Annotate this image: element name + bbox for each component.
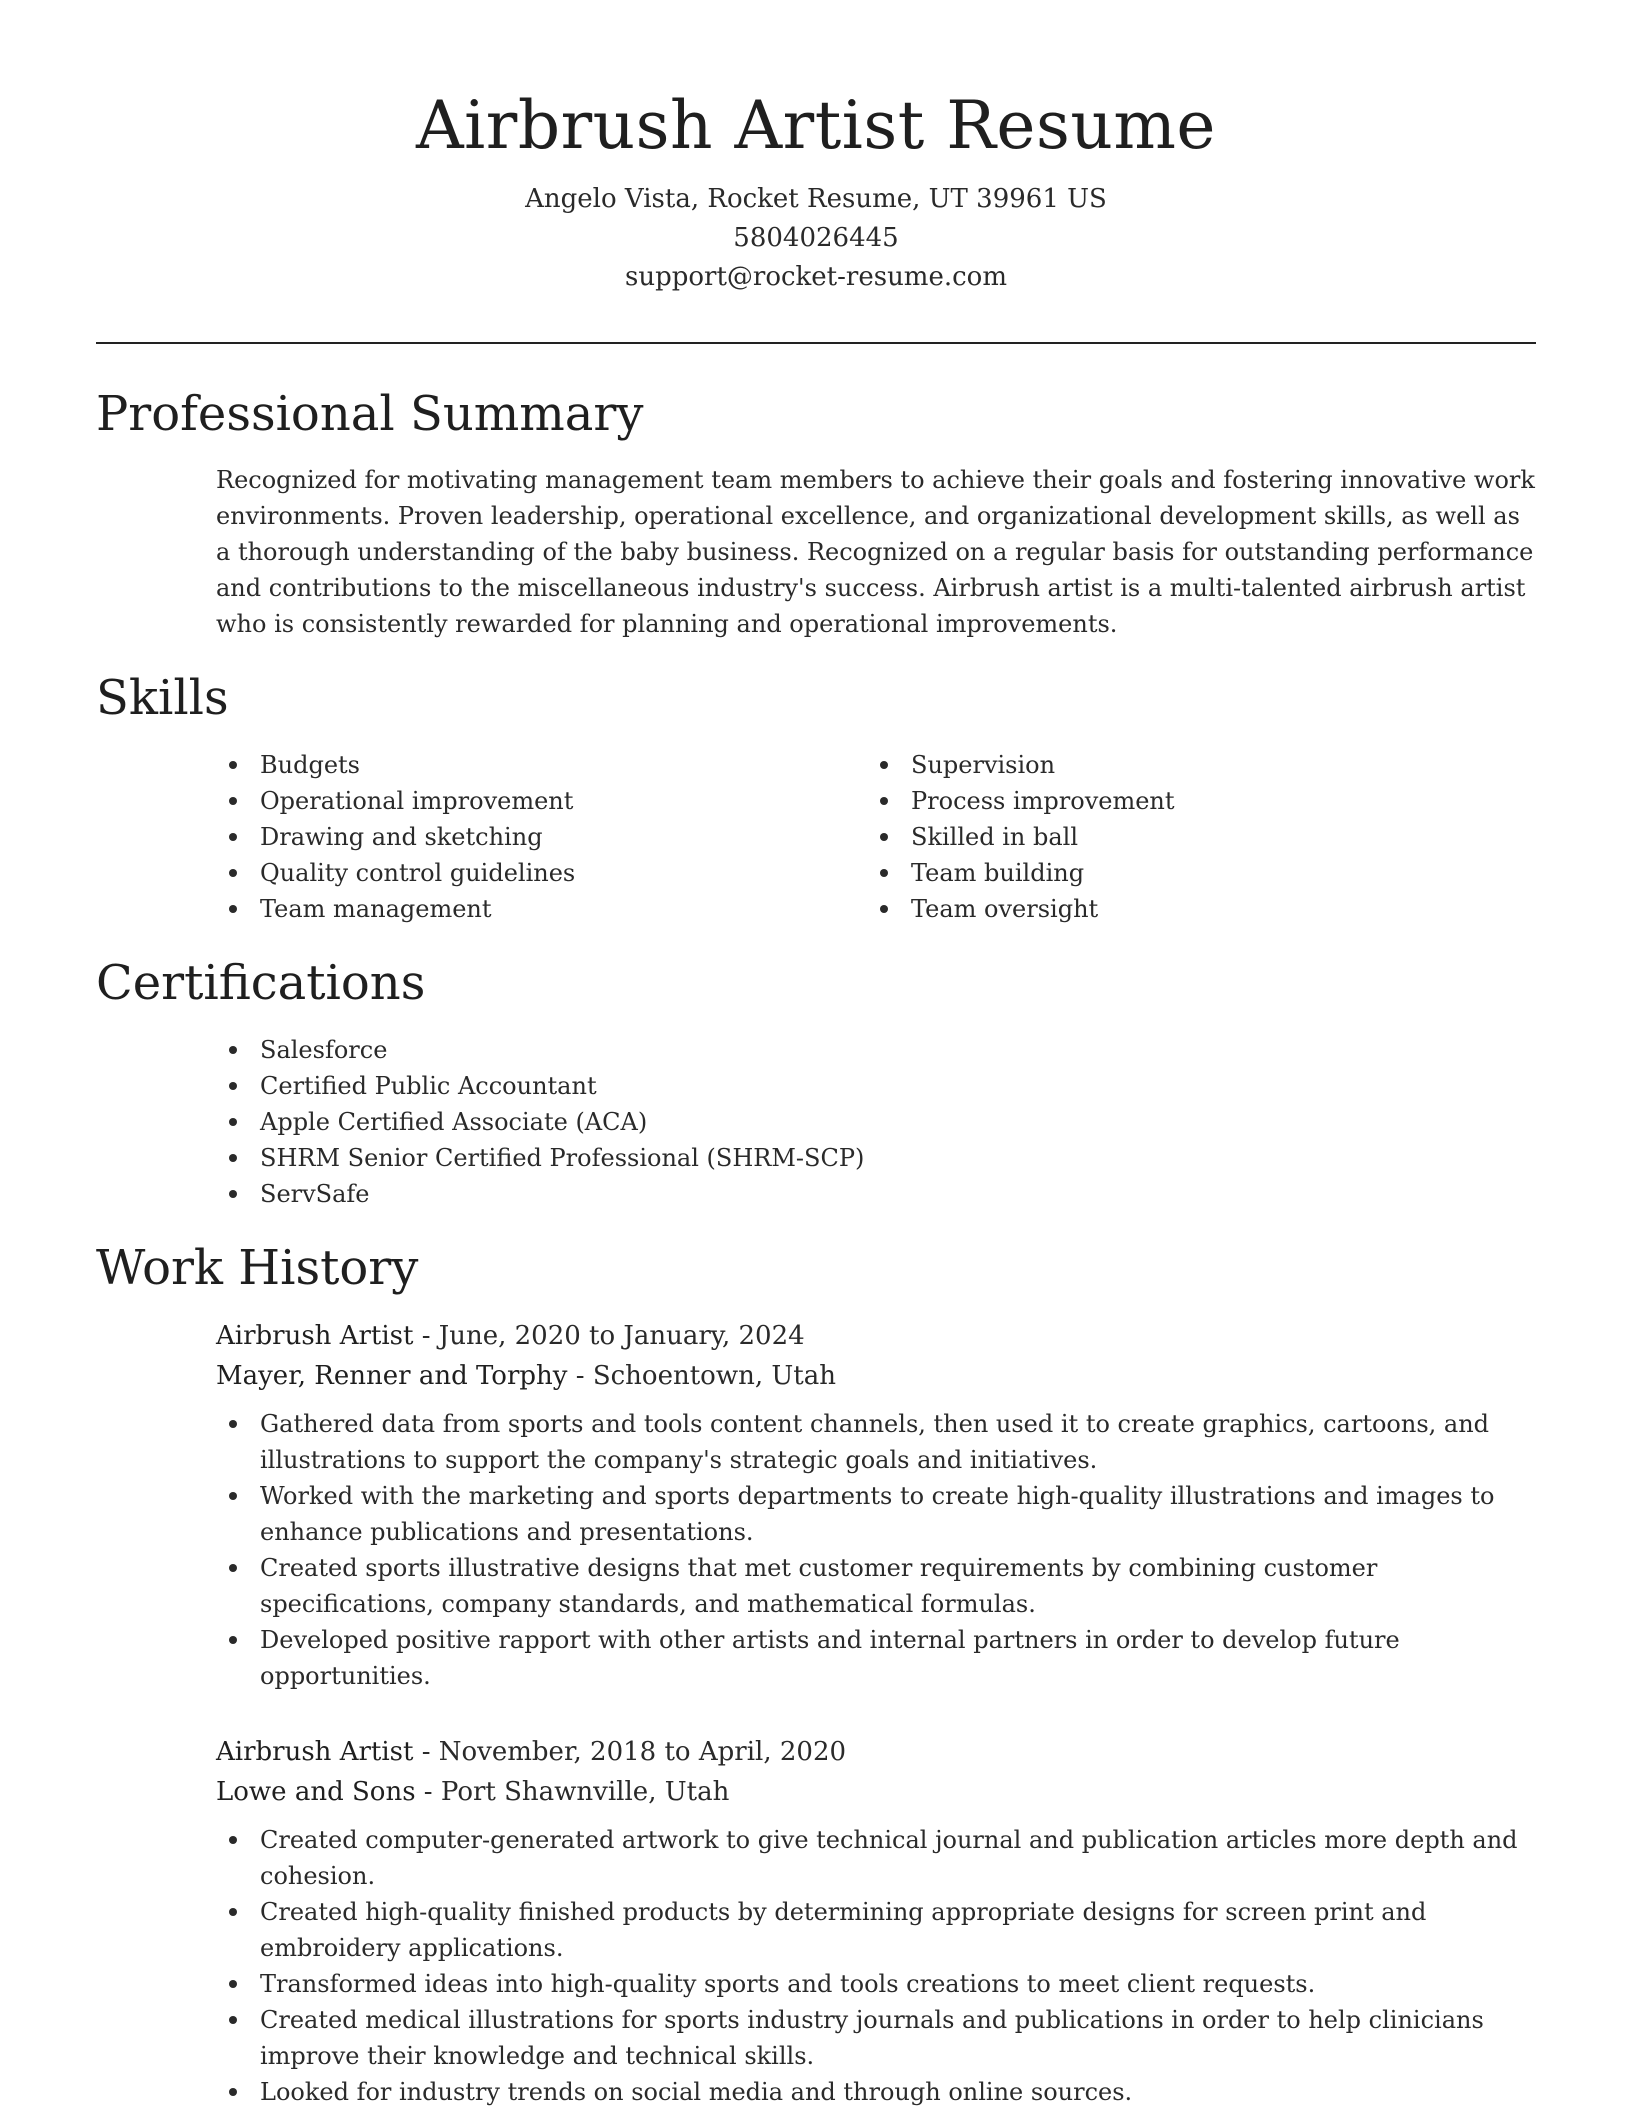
job-entry — [216, 1316, 1556, 1694]
skill-item: Team oversight — [867, 891, 1467, 927]
contact-block — [0, 180, 1632, 297]
job-company-line — [216, 1356, 1556, 1396]
work-history-heading: Work History — [96, 1240, 419, 1296]
job-bullet: Created sports illustrative designs that met customer requirements by combining customer specifications, company standards, and mathematical formulas. — [216, 1550, 1556, 1622]
job-location: Schoentown, Utah — [592, 1361, 836, 1391]
summary-text: Recognized for motivating management team members to achieve their goals and fostering innovative work environments. Proven leadership, operational excellence, and organizational development skills, as well as a thorough understanding of the baby business. Recognized on a regular basis for outstanding performance and contributions to the miscellaneous industry's success. Airbrush artist is a multi-talented airbrush artist who is consistently rewarded for planning and operational improvements. — [216, 466, 1535, 638]
skill-item: Quality control guidelines — [216, 855, 816, 891]
job-title: Airbrush Artist — [216, 1737, 414, 1767]
job-location: Port Shawnville, Utah — [440, 1777, 730, 1807]
skills-list-right — [867, 747, 1467, 927]
job-bullet: Created computer-generated artwork to give technical journal and publication articles more depth and cohesion. — [216, 1822, 1556, 1894]
job-bullet: Developed positive rapport with other artists and internal partners in order to develop future opportunities. — [216, 1622, 1556, 1694]
job-title: Airbrush Artist — [216, 1321, 414, 1351]
job-bullet: Looked for industry trends on social media and through online sources. — [216, 2074, 1556, 2110]
skills-list-left — [216, 747, 816, 927]
job-company: Lowe and Sons — [216, 1777, 416, 1807]
job-bullet: Transformed ideas into high-quality sports and tools creations to meet client requests. — [216, 1966, 1556, 2002]
job-title-line — [216, 1732, 1556, 1772]
certifications-heading: Certifications — [96, 955, 426, 1011]
skill-item: Budgets — [216, 747, 816, 783]
job-separator: - — [413, 1737, 439, 1767]
job-separator: - — [567, 1361, 593, 1391]
skill-item: Drawing and sketching — [216, 819, 816, 855]
summary-heading: Professional Summary — [96, 386, 644, 442]
certification-item: ServSafe — [216, 1176, 1416, 1212]
job-title-line — [216, 1316, 1556, 1356]
job-company: Mayer, Renner and Torphy — [216, 1361, 568, 1391]
header-divider — [96, 342, 1536, 344]
job-bullet: Gathered data from sports and tools content channels, then used it to create graphics, cartoons, and illustrations to support the company's strategic goals and initiatives. — [216, 1406, 1556, 1478]
certification-item: SHRM Senior Certified Professional (SHRM-SCP) — [216, 1140, 1416, 1176]
job-bullet: Created medical illustrations for sports industry journals and publications in order to help clinicians improve their knowledge and technical skills. — [216, 2002, 1556, 2074]
resume-header — [0, 0, 1632, 297]
skill-item: Operational improvement — [216, 783, 816, 819]
contact-email: support@rocket-resume.com — [624, 262, 1007, 292]
resume-title: Airbrush Artist Resume — [416, 87, 1216, 164]
certification-item: Salesforce — [216, 1032, 1416, 1068]
job-dates: November, 2018 to April, 2020 — [438, 1737, 847, 1767]
skill-item: Team building — [867, 855, 1467, 891]
skills-heading: Skills — [96, 670, 229, 726]
contact-address: Angelo Vista, Rocket Resume, UT 39961 US — [525, 184, 1107, 214]
job-separator: - — [413, 1321, 439, 1351]
certifications-list — [216, 1032, 1416, 1212]
job-entry — [216, 1732, 1556, 2110]
skill-item: Process improvement — [867, 783, 1467, 819]
job-bullet: Created high-quality finished products by determining appropriate designs for screen print and embroidery applications. — [216, 1894, 1556, 1966]
skill-item: Skilled in ball — [867, 819, 1467, 855]
job-company-line — [216, 1772, 1556, 1812]
job-bullets — [216, 1406, 1556, 1694]
job-separator: - — [415, 1777, 441, 1807]
contact-phone: 5804026445 — [733, 223, 899, 253]
job-dates: June, 2020 to January, 2024 — [438, 1321, 805, 1351]
skill-item: Supervision — [867, 747, 1467, 783]
job-bullets — [216, 1822, 1556, 2110]
certification-item: Certified Public Accountant — [216, 1068, 1416, 1104]
job-bullet: Worked with the marketing and sports departments to create high-quality illustrations and images to enhance publications and presentations. — [216, 1478, 1556, 1550]
certification-item: Apple Certified Associate (ACA) — [216, 1104, 1416, 1140]
skill-item: Team management — [216, 891, 816, 927]
